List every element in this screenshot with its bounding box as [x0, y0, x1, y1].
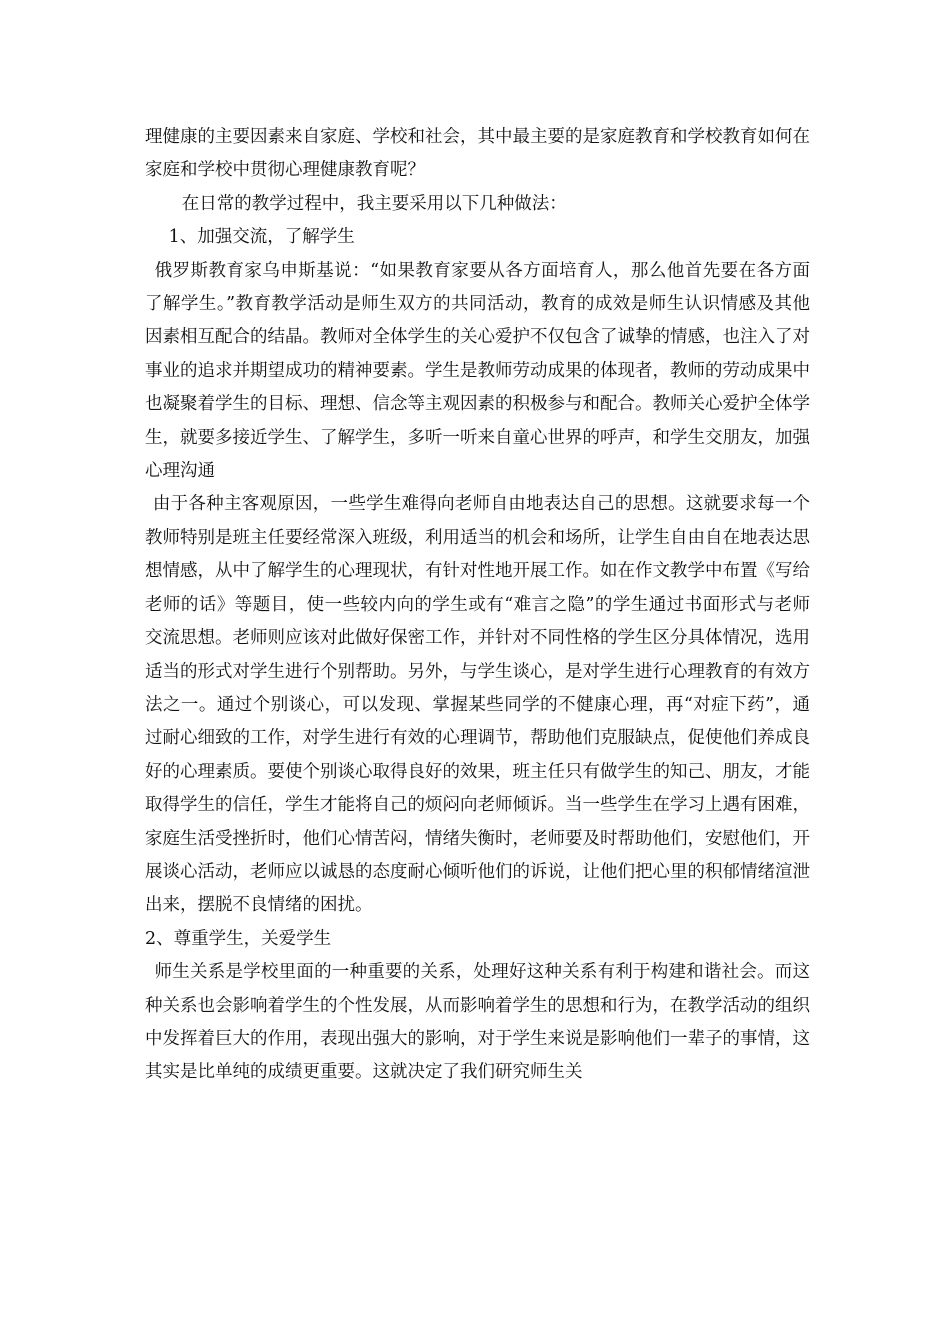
paragraph-quote: 俄罗斯教育家乌申斯基说：“如果教育家要从各方面培育人，那么他首先要在各方面了解学生。”教育教学活动是师生双方的共同活动，教育的成效是师生认识情感及其他因素相互配合的结晶。教师对全体学生的关心爱护不仅包含了诚挚的情感，也注入了对事业的追求并期望成功的精神要素。学生是教师劳动成果的体现者，教师的劳动成果中也凝聚着学生的目标、理想、信念等主观因素的积极参与和配合。教师关心爱护全体学生，就要多接近学生、了解学生，多听一听来自童心世界的呼声，和学生交朋友，加强心理沟通 [145, 260, 810, 482]
section-heading-1: 1、加强交流，了解学生 [168, 227, 355, 248]
paragraph-communication: 由于各种主客观原因，一些学生难得向老师自由地表达自己的思想。这就要求每一个教师特别是班主任要经常深入班级，利用适当的机会和场所，让学生自由自在地表达思想情感，从中了解学生的心理现状，有针对性地开展工作。如在作文教学中布置《写给老师的话》等题目，使一些较内向的学生或有“难言之隐”的学生通过书面形式与老师交流思想。老师则应该对此做好保密工作，并针对不同性格的学生区分具体情况，选用适当的形式对学生进行个别帮助。另外，与学生谈心，是对学生进行心理教育的有效方法之一。通过个别谈心，可以发现、掌握某些同学的不健康心理，再“对症下药”，通过耐心细致的工作，对学生进行有效的心理调节，帮助他们克服缺点，促使他们养成良好的心理素质。要使个别谈心取得良好的效果，班主任只有做学生的知己、朋友，才能取得学生的信任，学生才能将自己的烦闷向老师倾诉。当一些学生在学习上遇有困难，家庭生活受挫折时，他们心情苦闷，情绪失衡时，老师要及时帮助他们，安慰他们，开展谈心活动，老师应以诚恳的态度耐心倾听他们的诉说，让他们把心里的积郁情绪渲泄出来，摆脱不良情绪的困扰。 [145, 494, 810, 916]
document-body [145, 121, 810, 1090]
paragraph-intro: 在日常的教学过程中，我主要采用以下几种做法： [181, 193, 567, 214]
paragraph-continuation: 理健康的主要因素来自家庭、学校和社会，其中最主要的是家庭教育和学校教育如何在家庭和学校中贯彻心理健康教育呢？ [145, 127, 810, 181]
section-heading-2: 2、尊重学生，关爱学生 [145, 928, 332, 949]
paragraph-relationship: 师生关系是学校里面的一种重要的关系，处理好这种关系有利于构建和谐社会。而这种关系也会影响着学生的个性发展，从而影响着学生的思想和行为，在教学活动的组织中发挥着巨大的作用，表现出强大的影响，对于学生来说是影响他们一辈子的事情，这其实是比单纯的成绩更重要。这就决定了我们研究师生关 [145, 962, 810, 1083]
